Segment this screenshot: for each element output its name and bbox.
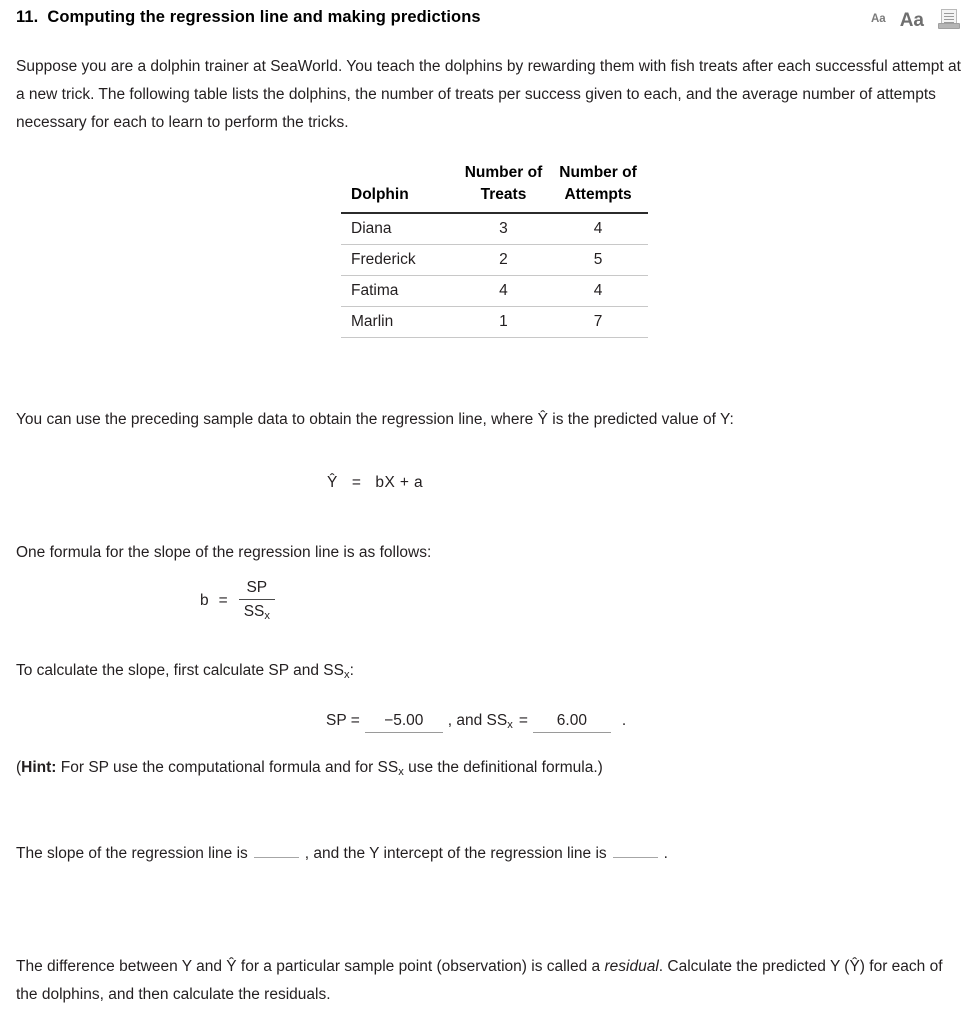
cell-dolphin: Diana [341, 213, 459, 245]
hint-open-paren: ( [16, 759, 22, 776]
calc-subscript: x [343, 669, 350, 682]
hint-paragraph [16, 754, 876, 783]
denominator-base: SS [243, 603, 265, 620]
column-header-attempts [548, 162, 648, 213]
slope-answer-text-middle: , and the Y intercept of the regression line is [304, 845, 607, 862]
cell-treats: 4 [459, 276, 548, 307]
regression-intro-paragraph: You can use the preceding sample data to obtain the regression line, where Ŷ is the predicted value of Y: [16, 411, 734, 428]
cell-dolphin: Frederick [341, 245, 459, 276]
slope-fraction-denominator [238, 600, 276, 623]
ssx-value-input[interactable]: 6.00 [533, 712, 611, 733]
calculate-step-text [16, 657, 716, 686]
slope-answer-text-after: . [663, 845, 668, 862]
cell-dolphin: Marlin [341, 307, 459, 338]
column-header-treats-line1: Number of [464, 164, 543, 181]
slope-formula-equation [200, 578, 276, 623]
document-icon[interactable] [938, 9, 960, 31]
document-icon-base [938, 23, 960, 29]
residual-text-before: The difference between Y and Ŷ for a particular sample point (observation) is called a [16, 958, 605, 975]
column-header-attempts-line1: Number of [559, 164, 637, 181]
sp-ssx-answer-line [326, 712, 626, 733]
calc-text-after: : [349, 662, 354, 679]
calc-text-before: To calculate the slope, first calculate SP and SS [16, 662, 344, 679]
slope-answer-text-before: The slope of the regression line is [16, 845, 248, 862]
sp-label: SP = [326, 712, 360, 729]
table-row [341, 245, 648, 276]
page-header [0, 0, 980, 40]
column-header-attempts-line2: Attempts [564, 186, 632, 203]
residual-text-after: . Calculate the predicted Y (Ŷ) for each of the dolphins, and then calculate the residuals. [16, 958, 943, 1003]
residual-paragraph [16, 953, 946, 1009]
slope-fraction [238, 578, 276, 623]
question-title: Computing the regression line and making predictions [47, 8, 481, 26]
document-icon-line [944, 19, 954, 20]
sp-line-period: . [621, 712, 627, 729]
column-header-dolphin: Dolphin [341, 162, 459, 213]
denominator-subscript: x [264, 610, 270, 623]
regression-equation: Ŷ = bX + a [327, 474, 424, 491]
hint-label: Hint: [21, 759, 57, 776]
cell-dolphin: Fatima [341, 276, 459, 307]
cell-treats: 1 [459, 307, 548, 338]
sp-value-input[interactable]: −5.00 [365, 712, 443, 733]
document-icon-sheet [941, 9, 957, 24]
document-icon-line [944, 13, 954, 14]
dolphin-data-table [341, 162, 648, 338]
slope-intercept-answer-line [16, 840, 916, 868]
ssx-subscript: x [507, 719, 513, 732]
slope-formula-equals: = [218, 591, 228, 609]
cell-attempts: 7 [548, 307, 648, 338]
table-head [341, 162, 648, 213]
question-number: 11. [16, 8, 39, 26]
hint-text-before: For SP use the computational formula and for SS [56, 759, 399, 776]
column-header-treats [459, 162, 548, 213]
header-tools [871, 9, 964, 31]
table-row [341, 213, 648, 245]
residual-italic-word: residual [604, 958, 659, 975]
table-row [341, 307, 648, 338]
page-title [16, 8, 481, 27]
increase-font-size-button[interactable]: Aa [899, 9, 924, 31]
intro-paragraph: Suppose you are a dolphin trainer at SeaWorld. You teach the dolphins by rewarding them with fish treats after each successful attempt at a new trick. The following table lists the dolphins, the number of treats per success given to each, and the average number of attempts necessary for each to learn to perform the tricks. [16, 58, 961, 131]
sp-middle-text: , and SS [447, 712, 508, 729]
hint-subscript: x [398, 766, 404, 779]
slope-formula-lhs: b [200, 591, 209, 609]
decrease-font-size-button[interactable]: Aa [871, 13, 886, 26]
table-body [341, 213, 648, 338]
cell-attempts: 5 [548, 245, 648, 276]
cell-attempts: 4 [548, 276, 648, 307]
table-header-row [341, 162, 648, 213]
hint-text-after: use the definitional formula.) [403, 759, 603, 776]
table-row [341, 276, 648, 307]
slope-fraction-numerator: SP [246, 579, 268, 596]
slope-value-input[interactable] [254, 842, 299, 859]
cell-treats: 3 [459, 213, 548, 245]
slope-formula-intro: One formula for the slope of the regression line is as follows: [16, 544, 432, 561]
ssx-equals: = [518, 712, 528, 729]
cell-attempts: 4 [548, 213, 648, 245]
document-icon-line [944, 16, 954, 17]
column-header-treats-line2: Treats [480, 186, 527, 203]
cell-treats: 2 [459, 245, 548, 276]
y-intercept-value-input[interactable] [613, 842, 658, 859]
